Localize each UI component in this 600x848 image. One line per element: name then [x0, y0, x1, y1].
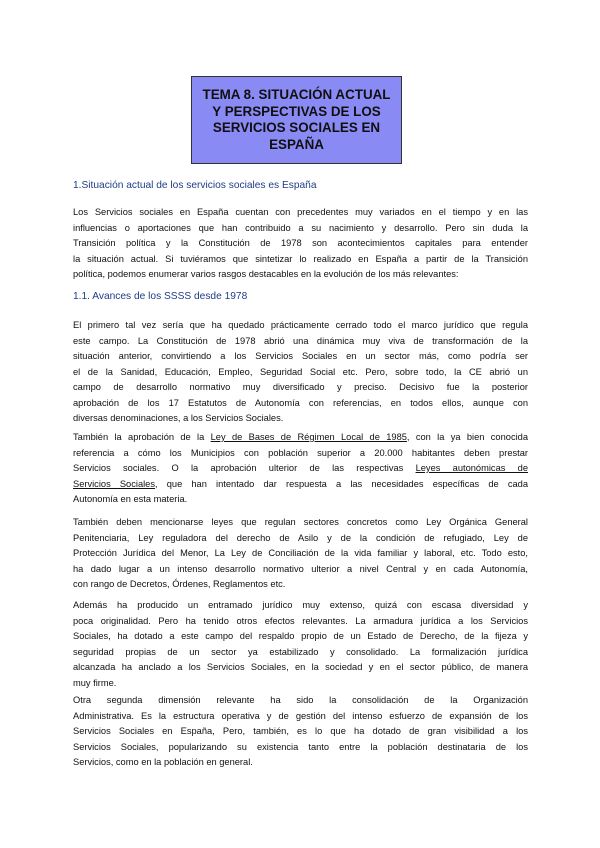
paragraph-line: poca originalidad. Pero ha tenido otros efectos relevantes. La armadura jurídica a los Servicios	[73, 615, 528, 626]
paragraph-line: El primero tal vez sería que ha quedado prácticamente cerrado todo el marco jurídico que regula	[73, 320, 528, 330]
paragraph-line: con rango de Decretos, Órdenes, Reglamentos etc.	[73, 579, 286, 589]
paragraph-marco-juridico	[73, 318, 528, 427]
paragraph-line: la situación actual. Si tuviéramos que sintetizar lo realizado en España a partir de la Transición	[73, 253, 528, 264]
paragraph-line	[73, 461, 528, 477]
paragraph-line: política, podemos enumerar varios rasgos destacables en la evolución de los más relevantes:	[73, 269, 459, 279]
paragraph-leyes-sectores	[73, 515, 528, 593]
paragraph-line: ha dado lugar a un intenso desarrollo normativo ulterior a nivel Central y en cada Autonomía,	[73, 563, 528, 574]
section-heading-avances: 1.1. Avances de los SSSS desde 1978	[73, 291, 248, 302]
title-line: ESPAÑA	[269, 136, 324, 152]
text-run: También la aprobación de la	[73, 432, 211, 442]
paragraph-ley-bases	[73, 430, 528, 508]
text-run: , que han intentado dar respuesta a las necesidades específicas de cada	[155, 478, 528, 489]
paragraph-line	[73, 430, 528, 446]
paragraph-line: influencias o aportaciones que han contribuido a su nacimiento y desarrollo. Pero sin duda la	[73, 222, 528, 233]
paragraph-line: este campo. La Constitución de 1978 abrió una dinámica muy viva de transformación de la	[73, 335, 528, 346]
paragraph-line: Protección Jurídica del Menor, La Ley de Conciliación de la vida familiar y laboral, etc. Todo esto,	[73, 548, 528, 558]
paragraph-line: seguridad propias de un sector ya estabilizado y consolidado. La formalización jurídica	[73, 646, 528, 657]
paragraph-line: Sociales, ha dotado a este campo del respaldo propio de un Estado de Derecho, de la fijeza y	[73, 631, 528, 641]
paragraph-line: el de la Sanidad, Educación, Empleo, Seguridad Social etc. Pero, sobre todo, la CE abrió un	[73, 366, 528, 377]
ley-bases-link: Ley de Bases de Régimen Local de 1985	[210, 432, 407, 442]
text-run: Servicios sociales. O la aprobación ulterior de las respectivas	[73, 463, 416, 473]
title-line: SERVICIOS SOCIALES EN	[212, 120, 381, 135]
leyes-autonomicas-link-cont: Servicios Sociales	[73, 478, 155, 489]
title-line: Y PERSPECTIVAS DE LOS	[212, 103, 381, 119]
paragraph-line: Servicios Sociales, popularizando su existencia tanto entre la población destinataria de los	[73, 741, 528, 752]
title-line: TEMA 8. SITUACIÓN ACTUAL	[202, 87, 391, 102]
paragraph-entramado	[73, 598, 528, 691]
paragraph-line: Servicios Sociales en España, Pero, también, es lo que ha dotado de gran visibilidad a los	[73, 726, 528, 736]
paragraph-line: diversas denominaciones, a los Servicios Sociales.	[73, 413, 284, 423]
paragraph-line: Además ha producido un entramado jurídico muy extenso, quizá con escasa diversidad y	[73, 600, 528, 610]
paragraph-line: muy firme.	[73, 677, 117, 688]
leyes-autonomicas-link: Leyes autonómicas de	[415, 463, 528, 473]
paragraph-line: campo de desarrollo normativo muy diversificado y preciso. Decisivo fue la posterior	[73, 382, 528, 392]
paragraph-line: Transición política y la Constitución de 1978 son acontecimientos capitales para entender	[73, 238, 528, 248]
paragraph-line: Servicios, como en la población en general.	[73, 757, 253, 767]
paragraph-line: También deben mencionarse leyes que regulan sectores concretos como Ley Orgánica General	[73, 517, 528, 527]
paragraph-line	[73, 477, 528, 493]
paragraph-line: situación anterior, convirtiendo a los Servicios Sociales en un sector más, como podría ser	[73, 351, 528, 361]
paragraph-line: Autonomía en esta materia.	[73, 494, 188, 504]
paragraph-line: Los Servicios sociales en España cuentan con precedentes muy variados en el tiempo y en las	[73, 207, 528, 217]
paragraph-intro	[73, 205, 528, 283]
paragraph-line: Otra segunda dimensión relevante ha sido la consolidación de la Organización	[73, 695, 528, 705]
paragraph-organizacion	[73, 693, 528, 771]
section-heading-situacion-actual: 1.Situación actual de los servicios sociales es España	[73, 180, 317, 191]
text-run: , con la ya bien conocida	[406, 432, 528, 442]
paragraph-line: Penitenciaria, Ley reguladora del derecho de Asilo y de la condición de refugiado, Ley de	[73, 532, 528, 543]
paragraph-line: alcanzada ha anclado a los Servicios Sociales, en la sociedad y en el sector público, de manera	[73, 662, 528, 672]
paragraph-line: aprobación de los 17 Estatutos de Autonomía con referencias, en todos ellos, aunque con	[73, 397, 528, 408]
title-box	[191, 76, 402, 164]
paragraph-line: referencia a cómo los Municipios con población superior a 20.000 habitantes deben prestar	[73, 447, 528, 458]
paragraph-line: Administrativa. Es la estructura operativa y de gestión del intenso esfuerzo de expansión de los	[73, 710, 528, 721]
